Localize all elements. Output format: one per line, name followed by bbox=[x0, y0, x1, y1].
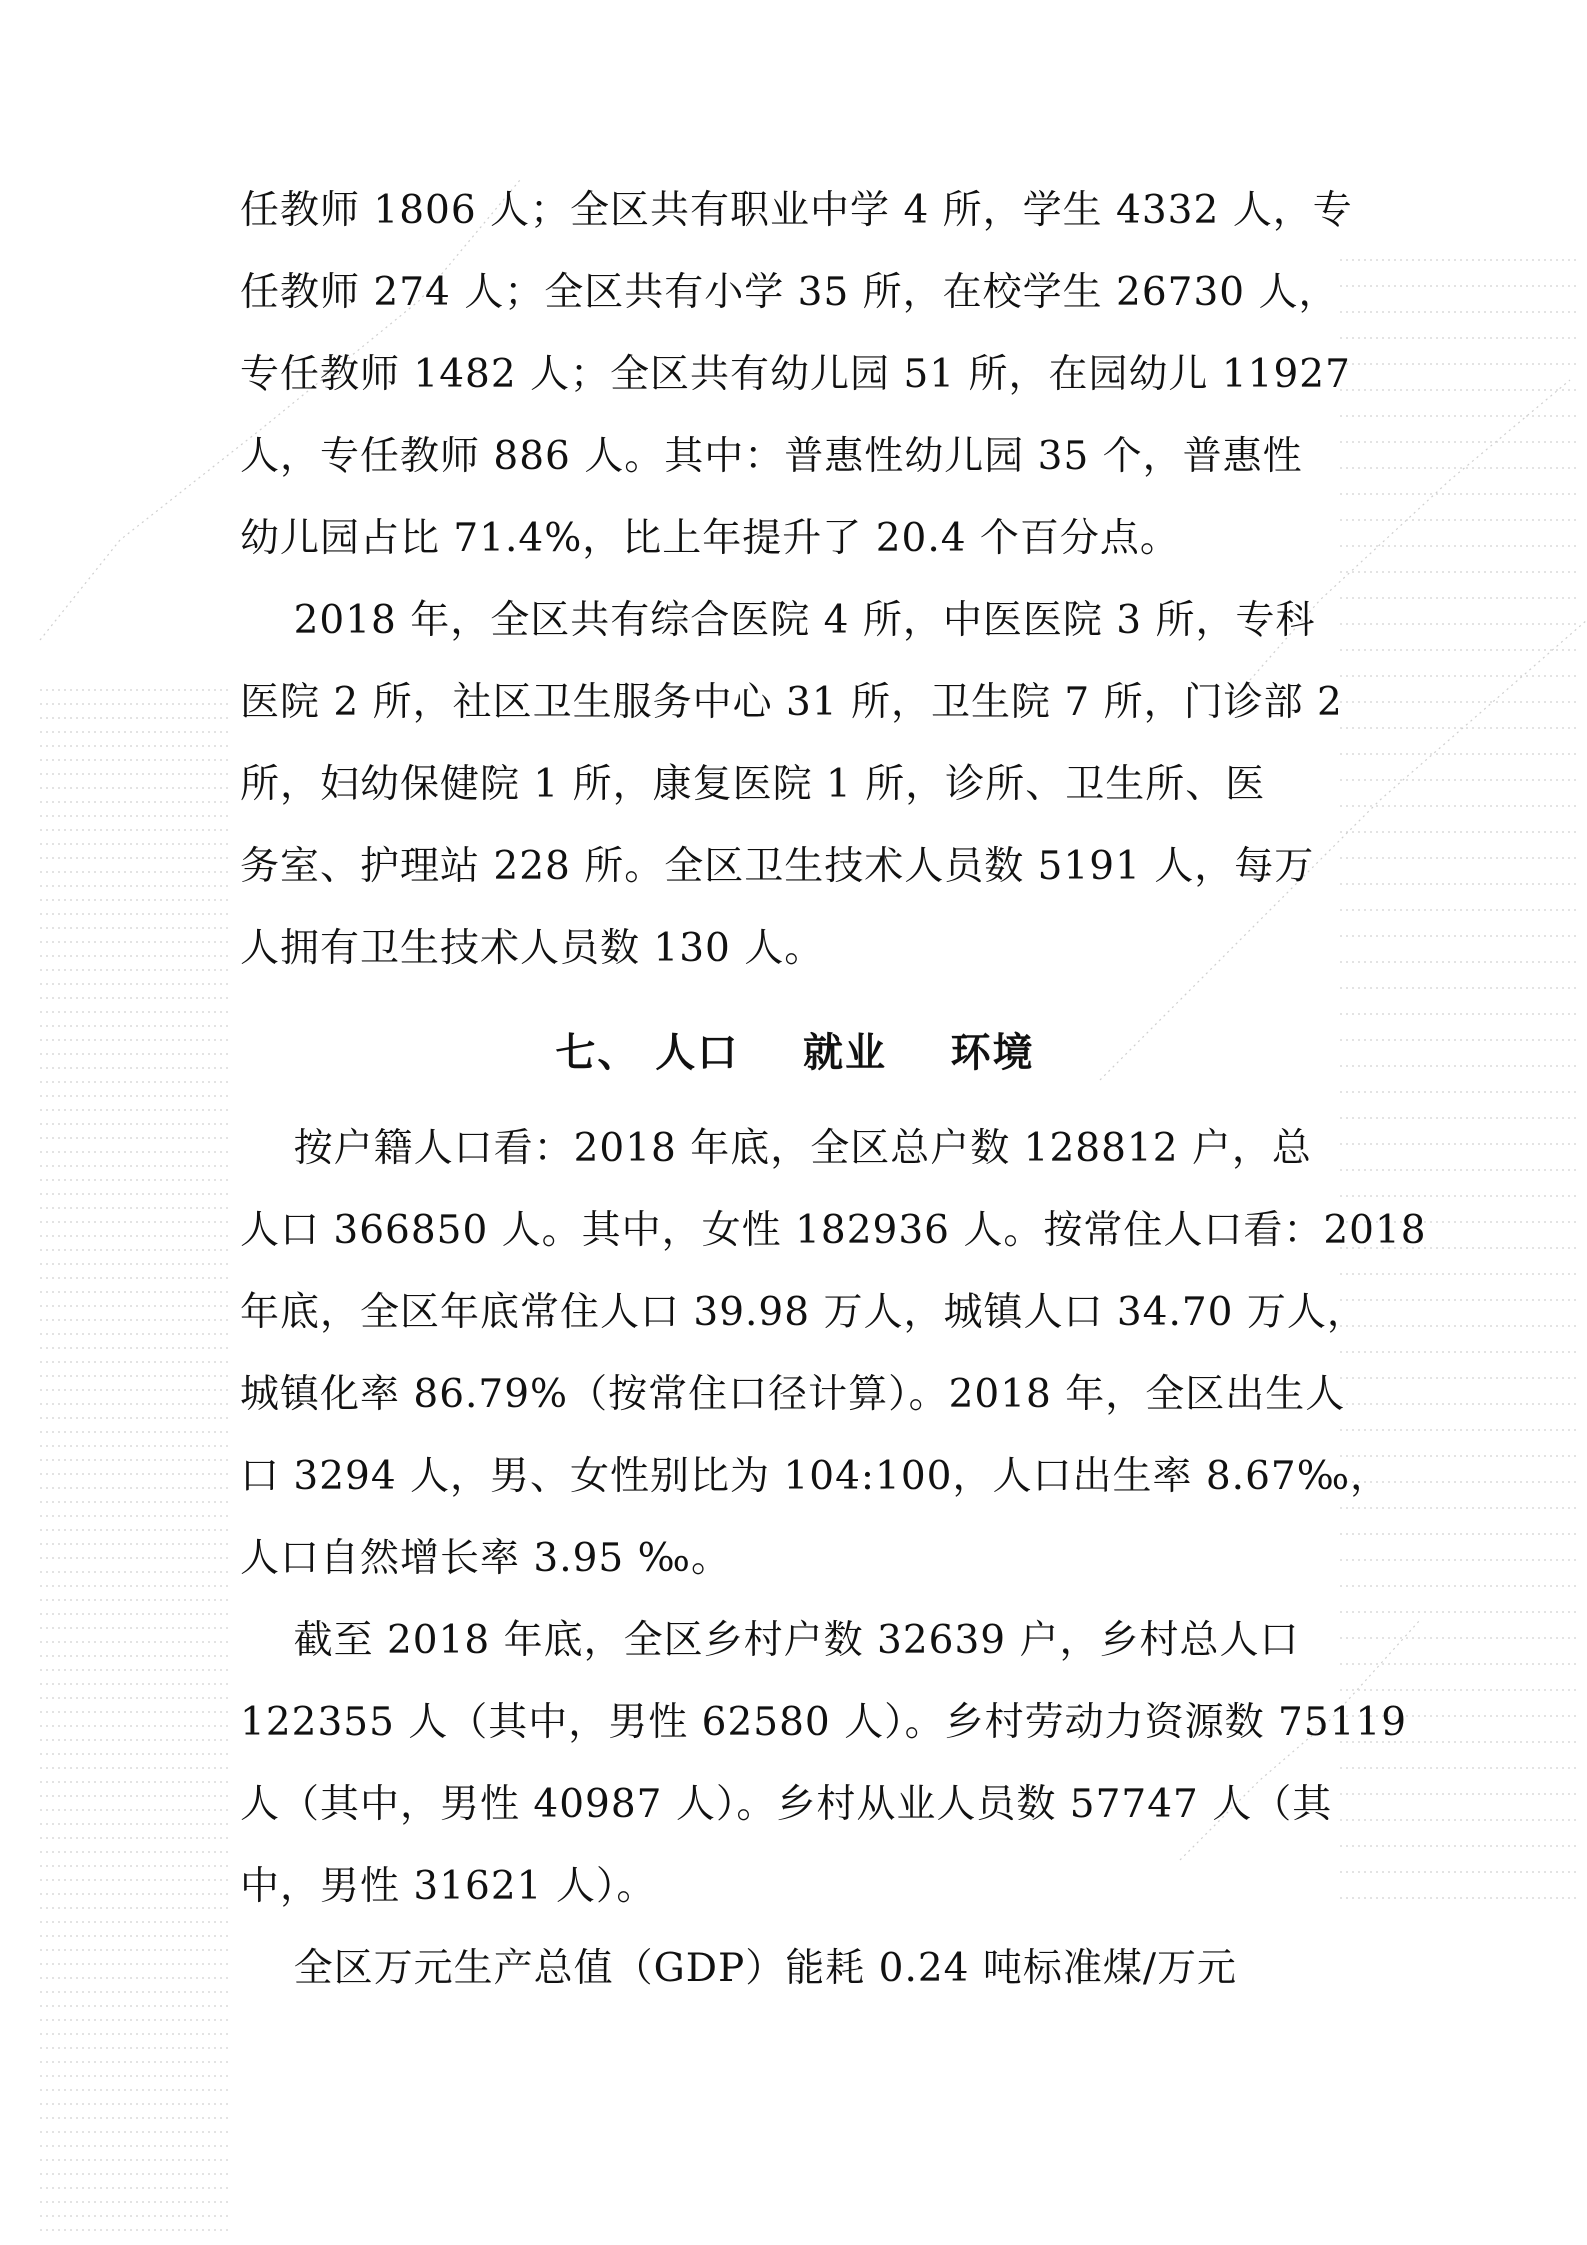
document-body bbox=[240, 170, 1427, 2010]
text-line: 人口 366850 人。其中，女性 182936 人。按常住人口看：2018 bbox=[240, 1208, 1427, 1253]
text-line: 城镇化率 86.79%（按常住口径计算）。2018 年，全区出生人 bbox=[240, 1372, 1346, 1417]
text-line: 人（其中，男性 40987 人）。乡村从业人员数 57747 人（其 bbox=[240, 1782, 1333, 1827]
text-line: 人，专任教师 886 人。其中：普惠性幼儿园 35 个，普惠性 bbox=[240, 434, 1303, 479]
text-line: 按户籍人口看：2018 年底，全区总户数 128812 户，总 bbox=[240, 1126, 1312, 1171]
text-line: 任教师 274 人；全区共有小学 35 所，在校学生 26730 人， bbox=[240, 270, 1339, 315]
section-heading: 七、 人口 就业 环境 bbox=[555, 1029, 1035, 1076]
text-line: 122355 人（其中，男性 62580 人）。乡村劳动力资源数 75119 bbox=[240, 1700, 1408, 1745]
text-line: 任教师 1806 人；全区共有职业中学 4 所，学生 4332 人，专 bbox=[240, 188, 1353, 233]
text-line: 所，妇幼保健院 1 所，康复医院 1 所，诊所、卫生所、医 bbox=[240, 762, 1266, 807]
text-line: 中，男性 31621 人）。 bbox=[240, 1864, 657, 1909]
paragraph-energy bbox=[240, 1928, 1350, 2010]
paragraph-education bbox=[240, 170, 1353, 580]
text-line: 全区万元生产总值（GDP）能耗 0.24 吨标准煤/万元 bbox=[240, 1946, 1238, 1991]
text-line: 医院 2 所，社区卫生服务中心 31 所，卫生院 7 所，门诊部 2 bbox=[240, 680, 1343, 725]
text-line: 口 3294 人，男、女性别比为 104:100，人口出生率 8.67‰， bbox=[240, 1454, 1391, 1499]
text-line: 年底，全区年底常住人口 39.98 万人，城镇人口 34.70 万人， bbox=[240, 1290, 1367, 1335]
paragraph-population bbox=[240, 1108, 1427, 1600]
paragraph-rural bbox=[240, 1600, 1408, 1928]
paragraph-health bbox=[240, 580, 1350, 990]
text-line: 务室、护理站 228 所。全区卫生技术人员数 5191 人，每万 bbox=[240, 844, 1315, 889]
text-line: 人拥有卫生技术人员数 130 人。 bbox=[240, 926, 825, 971]
text-line: 截至 2018 年底，全区乡村户数 32639 户，乡村总人口 bbox=[240, 1618, 1300, 1663]
text-line: 2018 年，全区共有综合医院 4 所，中医医院 3 所，专科 bbox=[240, 598, 1316, 643]
text-line: 人口自然增长率 3.95 ‰。 bbox=[240, 1536, 731, 1581]
text-line: 专任教师 1482 人；全区共有幼儿园 51 所，在园幼儿 11927 bbox=[240, 352, 1351, 397]
text-line: 幼儿园占比 71.4%，比上年提升了 20.4 个百分点。 bbox=[240, 516, 1180, 561]
